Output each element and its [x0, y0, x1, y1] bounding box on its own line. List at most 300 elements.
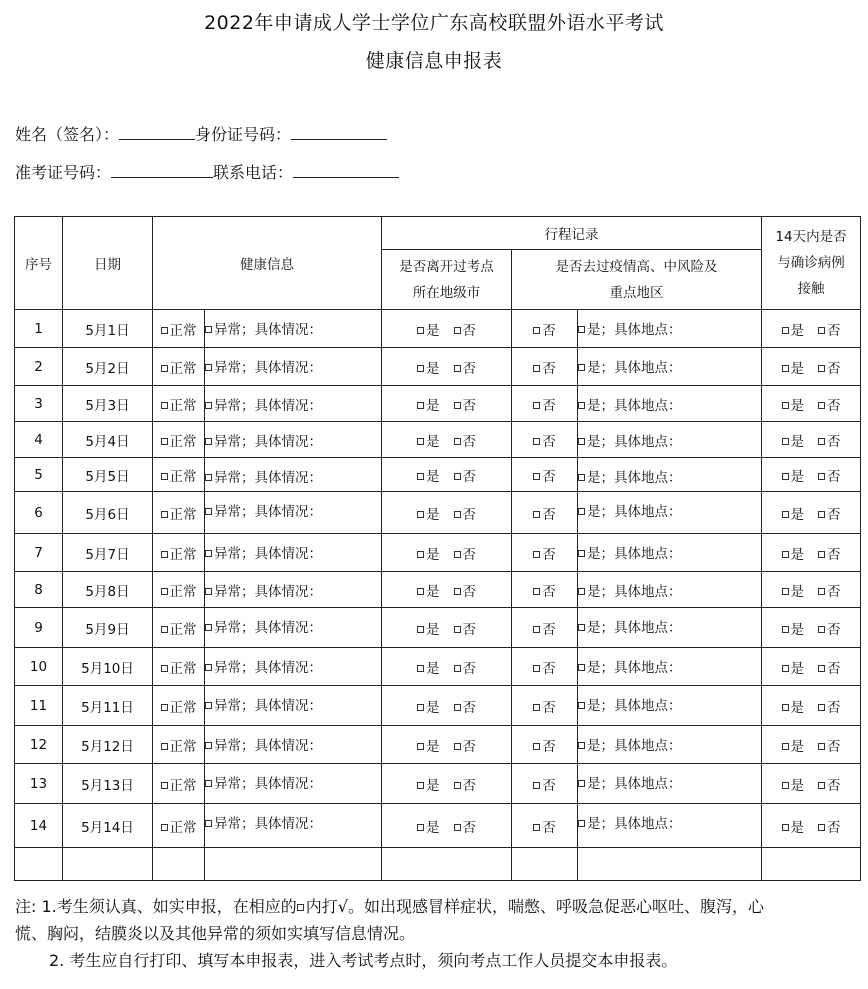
checkbox-icon[interactable] — [161, 438, 168, 445]
yes-place-label: 是；具体地点： — [587, 398, 682, 414]
table-row — [15, 458, 861, 492]
checkbox-icon[interactable] — [161, 551, 168, 558]
empty-cell[interactable] — [15, 848, 63, 881]
checkbox-icon[interactable] — [782, 473, 789, 480]
checkbox-icon[interactable] — [417, 824, 424, 831]
date-cell: 5月5日 — [63, 458, 153, 492]
no-label: 否 — [827, 738, 841, 755]
left-city-cell[interactable] — [382, 386, 512, 422]
note-1-text-b: 。如出现感冒样症状，喘憋、呼吸急促恶心呕吐、腹泻，心 — [347, 897, 764, 916]
left-city-cell[interactable] — [382, 348, 512, 386]
checkbox-icon[interactable] — [578, 624, 585, 631]
risk-no-cell[interactable] — [512, 686, 578, 726]
abnormal-option[interactable] — [205, 534, 382, 572]
checkbox-icon[interactable] — [818, 824, 825, 831]
empty-cell[interactable] — [153, 848, 205, 881]
checkbox-icon[interactable] — [818, 511, 825, 518]
date-cell: 5月10日 — [63, 648, 153, 686]
checkbox-icon[interactable] — [578, 588, 585, 595]
empty-cell[interactable] — [205, 848, 382, 881]
contact-cell[interactable] — [762, 422, 861, 458]
checkbox-icon[interactable] — [205, 474, 212, 481]
checkbox-icon[interactable] — [205, 742, 212, 749]
checkbox-icon[interactable] — [454, 824, 461, 831]
contact-cell[interactable] — [762, 310, 861, 348]
risk-yes-cell[interactable] — [578, 764, 762, 804]
normal-label: 正常 — [169, 621, 197, 638]
yes-label: 是 — [426, 360, 440, 377]
risk-yes-cell[interactable] — [578, 348, 762, 386]
checkbox-icon[interactable] — [417, 473, 424, 480]
checkbox-icon[interactable] — [533, 551, 540, 558]
checkbox-icon[interactable] — [454, 327, 461, 334]
checkbox-icon[interactable] — [782, 327, 789, 334]
checkbox-icon[interactable] — [454, 438, 461, 445]
name-field[interactable] — [119, 123, 195, 140]
abnormal-option[interactable] — [205, 608, 382, 648]
checkbox-icon[interactable] — [205, 364, 212, 371]
no-label: 否 — [542, 360, 556, 377]
checkbox-icon[interactable] — [818, 438, 825, 445]
checkbox-icon[interactable] — [818, 665, 825, 672]
phone-field[interactable] — [293, 161, 399, 178]
risk-no-cell[interactable] — [512, 458, 578, 492]
checkbox-icon[interactable] — [818, 365, 825, 372]
risk-no-cell[interactable] — [512, 726, 578, 764]
yes-label: 是 — [426, 468, 440, 485]
checkbox-icon[interactable] — [161, 327, 168, 334]
risk-no-cell[interactable] — [512, 764, 578, 804]
checkbox-icon[interactable] — [161, 511, 168, 518]
contact-cell[interactable] — [762, 804, 861, 848]
checkbox-icon[interactable] — [533, 473, 540, 480]
risk-yes-cell[interactable] — [578, 726, 762, 764]
yes-label: 是 — [790, 819, 805, 836]
checkbox-icon[interactable] — [782, 438, 789, 445]
checkbox-icon[interactable] — [578, 438, 585, 445]
table-row — [15, 534, 861, 572]
checkbox-icon[interactable] — [533, 327, 540, 334]
checkbox-icon[interactable] — [205, 588, 212, 595]
checkbox-icon[interactable] — [417, 782, 424, 789]
contact-cell[interactable] — [762, 572, 861, 608]
date-cell: 5月9日 — [63, 608, 153, 648]
normal-option[interactable] — [153, 310, 205, 348]
no-label: 否 — [542, 777, 556, 794]
seq-cell: 14 — [15, 804, 63, 848]
normal-option[interactable] — [153, 726, 205, 764]
seq-cell: 10 — [15, 648, 63, 686]
checkbox-icon[interactable] — [782, 626, 789, 633]
no-label: 否 — [542, 397, 556, 414]
checkbox-icon[interactable] — [782, 743, 789, 750]
left-city-cell[interactable] — [382, 804, 512, 848]
risk-no-cell[interactable] — [512, 534, 578, 572]
left-city-cell[interactable] — [382, 534, 512, 572]
normal-label: 正常 — [169, 506, 197, 523]
date-cell: 5月8日 — [63, 572, 153, 608]
checkbox-icon[interactable] — [533, 438, 540, 445]
checkbox-icon[interactable] — [782, 665, 789, 672]
risk-yes-cell[interactable] — [578, 686, 762, 726]
checkbox-icon[interactable] — [533, 704, 540, 711]
risk-no-cell[interactable] — [512, 492, 578, 534]
date-cell: 5月7日 — [63, 534, 153, 572]
checkbox-icon[interactable] — [205, 508, 212, 515]
checkbox-icon[interactable] — [782, 511, 789, 518]
abnormal-option[interactable] — [205, 458, 382, 492]
contact-cell[interactable] — [762, 608, 861, 648]
abnormal-label: 异常；具体情况： — [214, 504, 322, 520]
no-label: 否 — [827, 699, 841, 716]
yes-label: 是 — [426, 699, 440, 716]
checkbox-icon[interactable] — [161, 782, 168, 789]
table-row — [15, 686, 861, 726]
abnormal-label: 异常；具体情况： — [214, 738, 322, 754]
risk-no-cell[interactable] — [512, 804, 578, 848]
risk-no-cell[interactable] — [512, 608, 578, 648]
id-field[interactable] — [291, 123, 387, 140]
left-city-cell[interactable] — [382, 608, 512, 648]
checkbox-icon[interactable] — [454, 782, 461, 789]
risk-header-line: 重点地区 — [609, 284, 664, 301]
date-cell: 5月12日 — [63, 726, 153, 764]
ticket-field[interactable] — [111, 161, 213, 178]
checkbox-icon[interactable] — [578, 780, 585, 787]
contact-cell[interactable] — [762, 534, 861, 572]
empty-cell[interactable] — [512, 848, 578, 881]
normal-option[interactable] — [153, 348, 205, 386]
no-label: 否 — [827, 621, 841, 638]
contact-cell[interactable] — [762, 348, 861, 386]
abnormal-option[interactable] — [205, 492, 382, 534]
left-city-cell[interactable] — [382, 648, 512, 686]
table-row — [15, 648, 861, 686]
no-label: 否 — [542, 738, 556, 755]
checkbox-icon[interactable] — [782, 365, 789, 372]
contact-cell[interactable] — [762, 386, 861, 422]
normal-label: 正常 — [169, 360, 197, 377]
abnormal-option[interactable] — [205, 804, 382, 848]
left-city-cell[interactable] — [382, 492, 512, 534]
checkbox-icon[interactable] — [533, 824, 540, 831]
left-city-cell[interactable] — [382, 422, 512, 458]
risk-no-cell[interactable] — [512, 572, 578, 608]
checkbox-icon[interactable] — [161, 365, 168, 372]
checkbox-icon[interactable] — [578, 364, 585, 371]
checkbox-icon[interactable] — [205, 820, 212, 827]
date-cell: 5月14日 — [63, 804, 153, 848]
checkbox-icon[interactable] — [818, 743, 825, 750]
normal-option[interactable] — [153, 648, 205, 686]
normal-option[interactable] — [153, 534, 205, 572]
abnormal-option[interactable] — [205, 572, 382, 608]
normal-option[interactable] — [153, 458, 205, 492]
checkbox-icon[interactable] — [161, 824, 168, 831]
seq-cell: 3 — [15, 386, 63, 422]
checkbox-icon[interactable] — [417, 704, 424, 711]
checkbox-icon[interactable] — [417, 402, 424, 409]
no-label: 否 — [462, 583, 476, 600]
checkbox-icon[interactable] — [454, 551, 461, 558]
abnormal-option[interactable] — [205, 310, 382, 348]
checkbox-icon[interactable] — [578, 820, 585, 827]
abnormal-option[interactable] — [205, 726, 382, 764]
left-city-cell[interactable] — [382, 310, 512, 348]
checkbox-icon[interactable] — [782, 551, 789, 558]
risk-no-cell[interactable] — [512, 348, 578, 386]
no-label: 否 — [827, 468, 841, 485]
note-1-mark: 内打√ — [305, 897, 348, 916]
seq-cell: 7 — [15, 534, 63, 572]
no-label: 否 — [827, 322, 841, 339]
normal-option[interactable] — [153, 422, 205, 458]
risk-no-cell[interactable] — [512, 648, 578, 686]
id-label: 身份证号码： — [195, 125, 292, 144]
checkbox-icon[interactable] — [417, 551, 424, 558]
checkbox-icon[interactable] — [454, 511, 461, 518]
checkbox-icon[interactable] — [417, 665, 424, 672]
checkbox-icon[interactable] — [533, 511, 540, 518]
normal-option[interactable] — [153, 572, 205, 608]
checkbox-icon[interactable] — [205, 438, 212, 445]
yes-label: 是 — [790, 322, 805, 339]
normal-option[interactable] — [153, 764, 205, 804]
no-label: 否 — [827, 819, 841, 836]
normal-option[interactable] — [153, 608, 205, 648]
left-city-cell[interactable] — [382, 458, 512, 492]
checkbox-icon[interactable] — [161, 665, 168, 672]
date-cell: 5月11日 — [63, 686, 153, 726]
checkbox-icon[interactable] — [417, 588, 424, 595]
checkbox-icon[interactable] — [782, 588, 789, 595]
checkbox-icon[interactable] — [454, 626, 461, 633]
checkbox-icon[interactable] — [454, 665, 461, 672]
checkbox-icon[interactable] — [533, 665, 540, 672]
risk-yes-cell[interactable] — [578, 310, 762, 348]
left-city-cell[interactable] — [382, 686, 512, 726]
normal-label: 正常 — [169, 699, 197, 716]
contact-cell[interactable] — [762, 726, 861, 764]
risk-no-cell[interactable] — [512, 422, 578, 458]
checkbox-icon[interactable] — [578, 702, 585, 709]
normal-option[interactable] — [153, 686, 205, 726]
empty-cell[interactable] — [578, 848, 762, 881]
abnormal-label: 异常；具体情况： — [214, 584, 322, 600]
risk-yes-cell[interactable] — [578, 458, 762, 492]
checkbox-icon[interactable] — [533, 365, 540, 372]
date-header: 日期 — [63, 217, 153, 310]
note-1 — [15, 893, 860, 920]
checkbox-icon[interactable] — [533, 402, 540, 409]
abnormal-label: 异常；具体情况： — [214, 546, 322, 562]
checkbox-icon[interactable] — [417, 511, 424, 518]
table-row — [15, 804, 861, 848]
checkbox-icon[interactable] — [818, 704, 825, 711]
abnormal-option[interactable] — [205, 386, 382, 422]
checkbox-icon[interactable] — [818, 782, 825, 789]
checkbox-icon[interactable] — [417, 365, 424, 372]
checkbox-icon[interactable] — [578, 550, 585, 557]
yes-place-label: 是；具体地点： — [587, 434, 682, 450]
abnormal-label: 异常；具体情况： — [214, 776, 322, 792]
no-label: 否 — [462, 397, 476, 414]
health-header: 健康信息 — [153, 217, 382, 310]
yes-label: 是 — [790, 583, 805, 600]
abnormal-label: 异常；具体情况： — [214, 620, 322, 636]
left-city-cell[interactable] — [382, 572, 512, 608]
checkbox-icon[interactable] — [161, 704, 168, 711]
no-label: 否 — [542, 819, 556, 836]
normal-option[interactable] — [153, 804, 205, 848]
no-label: 否 — [462, 468, 476, 485]
checkbox-icon[interactable] — [205, 664, 212, 671]
checkbox-icon[interactable] — [533, 782, 540, 789]
checkbox-icon[interactable] — [578, 326, 585, 333]
no-label: 否 — [462, 699, 476, 716]
checkbox-icon[interactable] — [454, 588, 461, 595]
checkbox-icon[interactable] — [578, 742, 585, 749]
name-label: 姓名（签名）： — [15, 125, 120, 144]
left-city-header-line: 所在地级市 — [412, 284, 481, 301]
risk-no-cell[interactable] — [512, 386, 578, 422]
checkbox-icon[interactable] — [454, 473, 461, 480]
checkbox-icon[interactable] — [205, 550, 212, 557]
checkbox-icon[interactable] — [818, 402, 825, 409]
yes-label: 是 — [790, 738, 805, 755]
risk-no-cell[interactable] — [512, 310, 578, 348]
yes-place-label: 是；具体地点： — [587, 322, 682, 338]
checkbox-icon[interactable] — [454, 402, 461, 409]
checkbox-icon[interactable] — [205, 624, 212, 631]
yes-label: 是 — [426, 322, 440, 339]
checkbox-icon[interactable] — [205, 402, 212, 409]
abnormal-label: 异常；具体情况： — [214, 470, 322, 486]
normal-option[interactable] — [153, 386, 205, 422]
seq-cell: 12 — [15, 726, 63, 764]
table-row — [15, 386, 861, 422]
abnormal-option[interactable] — [205, 348, 382, 386]
checkbox-icon[interactable] — [454, 743, 461, 750]
risk-yes-cell[interactable] — [578, 804, 762, 848]
checkbox-icon[interactable] — [205, 780, 212, 787]
checkbox-icon[interactable] — [578, 508, 585, 515]
checkbox-icon[interactable] — [417, 626, 424, 633]
checkbox-icon[interactable] — [161, 588, 168, 595]
table-row — [15, 348, 861, 386]
yes-place-label: 是；具体地点： — [587, 546, 682, 562]
yes-place-label: 是；具体地点： — [587, 360, 682, 376]
date-cell: 5月4日 — [63, 422, 153, 458]
risk-yes-cell[interactable] — [578, 386, 762, 422]
yes-label: 是 — [790, 546, 805, 563]
checkbox-icon[interactable] — [454, 704, 461, 711]
left-city-cell[interactable] — [382, 726, 512, 764]
checkbox-icon[interactable] — [161, 626, 168, 633]
contact-cell[interactable] — [762, 492, 861, 534]
yes-label: 是 — [790, 468, 805, 485]
contact-cell[interactable] — [762, 686, 861, 726]
checkbox-icon[interactable] — [205, 702, 212, 709]
abnormal-option[interactable] — [205, 686, 382, 726]
date-cell: 5月2日 — [63, 348, 153, 386]
no-label: 否 — [542, 546, 556, 563]
contact-cell[interactable] — [762, 648, 861, 686]
yes-place-label: 是；具体地点： — [587, 698, 682, 714]
checkbox-icon[interactable] — [818, 327, 825, 334]
yes-place-label: 是；具体地点： — [587, 660, 682, 676]
checkbox-icon[interactable] — [533, 626, 540, 633]
checkbox-icon[interactable] — [417, 438, 424, 445]
checkbox-icon[interactable] — [417, 327, 424, 334]
checkbox-icon[interactable] — [161, 743, 168, 750]
contact-cell[interactable] — [762, 764, 861, 804]
abnormal-option[interactable] — [205, 648, 382, 686]
phone-label: 联系电话： — [213, 163, 294, 182]
no-label: 否 — [462, 546, 476, 563]
checkbox-icon[interactable] — [205, 326, 212, 333]
checkbox-icon[interactable] — [578, 474, 585, 481]
checkbox-icon[interactable] — [782, 704, 789, 711]
normal-option[interactable] — [153, 492, 205, 534]
abnormal-label: 异常；具体情况： — [214, 360, 322, 376]
risk-yes-cell[interactable] — [578, 648, 762, 686]
yes-label: 是 — [790, 506, 805, 523]
abnormal-label: 异常；具体情况： — [214, 816, 322, 832]
no-label: 否 — [542, 583, 556, 600]
checkbox-icon[interactable] — [782, 402, 789, 409]
checkbox-icon[interactable] — [818, 551, 825, 558]
seq-header: 序号 — [15, 217, 63, 310]
risk-yes-cell[interactable] — [578, 492, 762, 534]
empty-cell[interactable] — [762, 848, 861, 881]
no-label: 否 — [542, 433, 556, 450]
checkbox-icon[interactable] — [161, 402, 168, 409]
table-row — [15, 764, 861, 804]
checkbox-icon[interactable] — [818, 473, 825, 480]
risk-yes-cell[interactable] — [578, 608, 762, 648]
checkbox-icon[interactable] — [533, 588, 540, 595]
contact-cell[interactable] — [762, 458, 861, 492]
checkbox-icon[interactable] — [782, 782, 789, 789]
empty-cell[interactable] — [63, 848, 153, 881]
yes-place-label: 是；具体地点： — [587, 584, 682, 600]
risk-yes-cell[interactable] — [578, 422, 762, 458]
left-city-cell[interactable] — [382, 764, 512, 804]
checkbox-icon[interactable] — [533, 743, 540, 750]
checkbox-icon[interactable] — [417, 743, 424, 750]
checkbox-icon[interactable] — [578, 664, 585, 671]
abnormal-option[interactable] — [205, 764, 382, 804]
abnormal-option[interactable] — [205, 422, 382, 458]
abnormal-label: 异常；具体情况： — [214, 398, 322, 414]
empty-cell[interactable] — [382, 848, 512, 881]
yes-label: 是 — [426, 397, 440, 414]
risk-yes-cell[interactable] — [578, 572, 762, 608]
form-title: 2022年申请成人学士学位广东高校联盟外语水平考试 — [204, 12, 664, 34]
yes-label: 是 — [790, 433, 805, 450]
seq-cell: 1 — [15, 310, 63, 348]
normal-label: 正常 — [169, 546, 197, 563]
checkbox-icon[interactable] — [818, 588, 825, 595]
risk-yes-cell[interactable] — [578, 534, 762, 572]
checkbox-icon[interactable] — [782, 824, 789, 831]
checkbox-icon[interactable] — [161, 473, 168, 480]
checkbox-icon[interactable] — [818, 626, 825, 633]
checkbox-icon[interactable] — [578, 402, 585, 409]
trip-header: 行程记录 — [382, 217, 762, 250]
checkbox-icon[interactable] — [454, 365, 461, 372]
